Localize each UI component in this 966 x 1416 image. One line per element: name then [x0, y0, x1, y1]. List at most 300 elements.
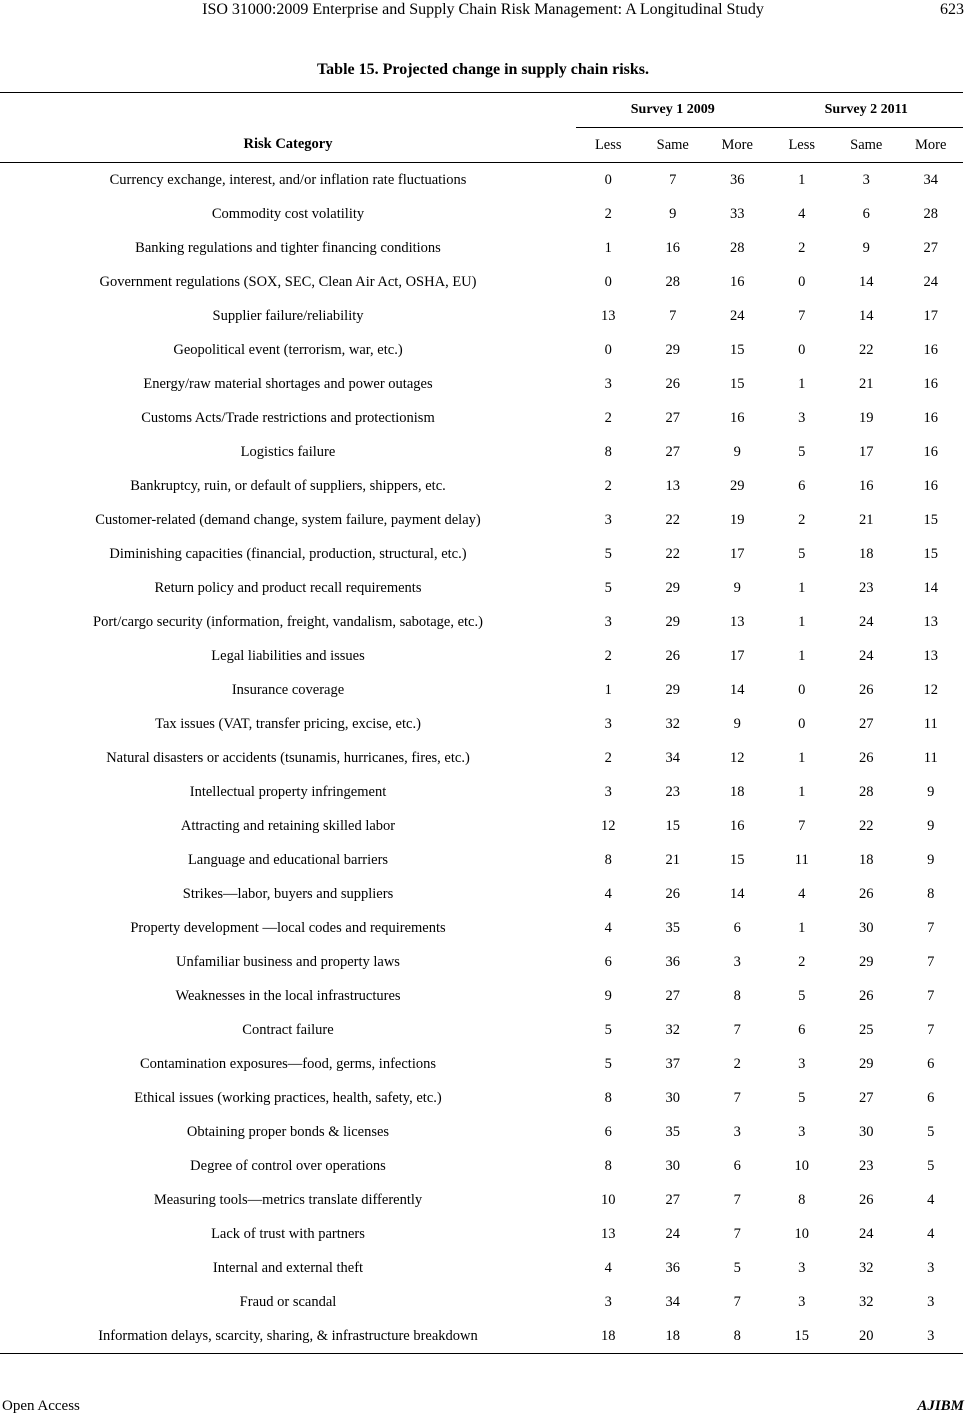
survey1-same-cell: 27 [665, 1191, 680, 1208]
survey1-less-cell: 2 [604, 477, 612, 494]
risk-category-cell: Obtaining proper bonds & licenses [186, 1123, 390, 1140]
survey1-same-cell: 18 [641, 1319, 706, 1354]
risk-category-cell: Government regulations (SOX, SEC, Clean Air Act, OSHA, EU) [99, 273, 477, 290]
survey2-more-cell: 27 [923, 239, 938, 256]
survey2-less-cell: 7 [798, 817, 806, 834]
survey2-more-cell: 16 [923, 341, 938, 358]
survey1-less-cell: 4 [604, 885, 612, 902]
risk-category-cell: Legal liabilities and issues [211, 647, 365, 664]
table-row [0, 1149, 963, 1183]
survey1-less-cell: 0 [604, 273, 612, 290]
survey2-same-cell: 29 [859, 953, 874, 970]
survey1-same-cell: 23 [665, 783, 680, 800]
survey1-more-cell: 8 [705, 1319, 770, 1354]
survey1-same-header: Same [641, 128, 706, 163]
survey2-more-cell: 9 [927, 817, 935, 834]
survey1-less-cell: 18 [576, 1319, 641, 1354]
survey1-more-cell: 7 [733, 1225, 741, 1242]
survey1-same-cell: 37 [665, 1055, 680, 1072]
survey2-more-cell: 16 [923, 409, 938, 426]
survey2-less-cell: 4 [798, 885, 806, 902]
survey1-same-cell: 7 [669, 171, 677, 188]
survey2-less-cell: 1 [798, 171, 806, 188]
table-row [0, 775, 963, 809]
survey2-more-cell: 7 [927, 953, 935, 970]
survey1-less-cell: 12 [601, 817, 616, 834]
risk-category-cell: Contract failure [242, 1021, 334, 1038]
risk-category-cell: Customer-related (demand change, system failure, payment delay) [95, 511, 481, 528]
survey1-more-cell: 16 [730, 817, 745, 834]
risk-category-cell: Degree of control over operations [190, 1157, 386, 1174]
survey2-same-cell: 26 [859, 1191, 874, 1208]
survey1-more-cell: 9 [733, 443, 741, 460]
survey1-less-cell: 5 [604, 1021, 612, 1038]
survey2-same-cell: 21 [859, 375, 874, 392]
survey2-same-cell: 21 [859, 511, 874, 528]
survey2-more-cell: 16 [923, 477, 938, 494]
survey1-same-cell: 27 [665, 443, 680, 460]
page-number: 623 [940, 1, 964, 18]
table-row [0, 299, 963, 333]
open-access-label: Open Access [2, 1398, 80, 1414]
survey1-same-cell: 24 [665, 1225, 680, 1242]
survey1-same-cell: 9 [669, 205, 677, 222]
risk-category-cell: Property development —local codes and requirements [130, 919, 446, 936]
survey1-more-cell: 7 [733, 1191, 741, 1208]
survey2-more-cell: 8 [927, 885, 935, 902]
survey2-more-cell: 6 [927, 1055, 935, 1072]
risk-category-cell: Currency exchange, interest, and/or inflation rate fluctuations [109, 171, 467, 188]
risk-category-cell: Return policy and product recall requirements [154, 579, 422, 596]
survey2-less-cell: 1 [798, 919, 806, 936]
survey1-less-cell: 8 [604, 1089, 612, 1106]
table-row [0, 945, 963, 979]
table-row [0, 843, 963, 877]
survey2-less-cell: 2 [798, 511, 806, 528]
survey2-less-cell: 10 [794, 1225, 809, 1242]
survey2-same-cell: 18 [859, 545, 874, 562]
survey2-more-cell: 7 [927, 1021, 935, 1038]
survey2-more-cell: 9 [927, 851, 935, 868]
survey1-less-cell: 8 [604, 851, 612, 868]
survey2-same-cell: 9 [862, 239, 870, 256]
survey2-less-cell: 0 [798, 681, 806, 698]
risk-category-cell: Information delays, scarcity, sharing, & infrastructure breakdown [0, 1319, 576, 1354]
survey2-more-cell: 5 [927, 1123, 935, 1140]
survey2-less-cell: 6 [798, 1021, 806, 1038]
survey1-more-cell: 7 [733, 1293, 741, 1310]
survey2-more-cell: 17 [923, 307, 938, 324]
survey2-more-cell: 11 [923, 715, 938, 732]
survey1-same-cell: 22 [665, 545, 680, 562]
risk-category-cell: Measuring tools—metrics translate differently [153, 1191, 423, 1208]
survey1-same-cell: 13 [665, 477, 680, 494]
survey2-less-cell: 5 [798, 1089, 806, 1106]
table-row [0, 1081, 963, 1115]
survey1-more-cell: 14 [730, 681, 745, 698]
survey1-less-cell: 6 [604, 953, 612, 970]
risk-category-cell: Bankruptcy, ruin, or default of suppliers, shippers, etc. [130, 477, 446, 494]
blank-header-cell [0, 93, 576, 128]
risk-category-cell: Energy/raw material shortages and power outages [143, 375, 433, 392]
survey2-more-cell: 12 [923, 681, 938, 698]
survey1-more-cell: 8 [733, 987, 741, 1004]
survey2-less-cell: 10 [794, 1157, 809, 1174]
survey1-more-cell: 17 [730, 545, 745, 562]
survey2-same-cell: 14 [859, 273, 874, 290]
survey2-more-cell: 7 [927, 987, 935, 1004]
survey2-more-cell: 28 [923, 205, 938, 222]
survey2-same-cell: 26 [859, 885, 874, 902]
survey2-less-cell: 3 [798, 409, 806, 426]
survey2-more-cell: 7 [927, 919, 935, 936]
running-header [0, 0, 966, 22]
table-row [0, 1013, 963, 1047]
table-row [0, 163, 963, 198]
survey1-same-cell: 16 [665, 239, 680, 256]
survey2-header: Survey 2 2011 [770, 93, 964, 128]
survey1-more-cell: 6 [733, 919, 741, 936]
survey2-same-header: Same [834, 128, 899, 163]
survey2-more-cell: 15 [923, 545, 938, 562]
table-row [0, 197, 963, 231]
table-row [0, 605, 963, 639]
survey2-same-cell: 24 [859, 647, 874, 664]
survey2-more-cell: 34 [923, 171, 938, 188]
survey2-same-cell: 28 [859, 783, 874, 800]
survey1-same-cell: 21 [665, 851, 680, 868]
survey2-more-cell: 3 [927, 1293, 935, 1310]
survey1-more-cell: 5 [733, 1259, 741, 1276]
survey2-less-cell: 7 [798, 307, 806, 324]
table-row [0, 673, 963, 707]
survey2-more-cell: 9 [927, 783, 935, 800]
survey1-less-cell: 6 [604, 1123, 612, 1140]
survey1-same-cell: 32 [665, 715, 680, 732]
survey1-more-cell: 7 [733, 1021, 741, 1038]
survey1-less-cell: 8 [604, 1157, 612, 1174]
survey1-less-cell: 2 [604, 205, 612, 222]
risk-category-cell: Attracting and retaining skilled labor [180, 817, 396, 834]
survey1-more-cell: 29 [730, 477, 745, 494]
survey1-more-cell: 36 [730, 171, 745, 188]
survey1-less-cell: 13 [601, 307, 616, 324]
survey1-same-cell: 30 [665, 1157, 680, 1174]
survey2-more-header: More [899, 128, 964, 163]
risk-category-cell: Port/cargo security (information, freight, vandalism, sabotage, etc.) [93, 613, 483, 630]
survey2-more-cell: 11 [923, 749, 938, 766]
survey2-more-cell: 14 [923, 579, 938, 596]
survey2-less-cell: 5 [798, 443, 806, 460]
survey1-header: Survey 1 2009 [576, 93, 770, 128]
survey2-same-cell: 24 [859, 613, 874, 630]
table-row [0, 571, 963, 605]
survey2-more-cell: 6 [927, 1089, 935, 1106]
survey1-same-cell: 30 [665, 1089, 680, 1106]
survey2-same-cell: 3 [862, 171, 870, 188]
survey1-more-cell: 3 [733, 953, 741, 970]
survey1-same-cell: 26 [665, 885, 680, 902]
survey2-same-cell: 6 [862, 205, 870, 222]
survey2-less-cell: 0 [798, 715, 806, 732]
survey2-less-cell: 5 [798, 987, 806, 1004]
survey1-same-cell: 34 [665, 749, 680, 766]
survey2-same-cell: 24 [859, 1225, 874, 1242]
survey2-less-cell: 1 [798, 579, 806, 596]
survey1-less-cell: 8 [604, 443, 612, 460]
survey2-less-cell: 5 [798, 545, 806, 562]
survey2-more-cell: 16 [923, 375, 938, 392]
risk-category-cell: Fraud or scandal [239, 1293, 337, 1310]
survey1-same-cell: 26 [665, 375, 680, 392]
risk-category-cell: Geopolitical event (terrorism, war, etc.) [173, 341, 403, 358]
survey2-same-cell: 25 [859, 1021, 874, 1038]
survey1-more-cell: 18 [730, 783, 745, 800]
survey2-same-cell: 30 [859, 1123, 874, 1140]
risk-category-cell: Lack of trust with partners [211, 1225, 365, 1242]
survey1-less-cell: 2 [604, 749, 612, 766]
survey1-more-cell: 28 [730, 239, 745, 256]
column-header-row [0, 128, 963, 163]
survey1-same-cell: 36 [665, 1259, 680, 1276]
survey1-less-cell: 4 [604, 1259, 612, 1276]
survey1-less-cell: 5 [604, 579, 612, 596]
table-row [0, 265, 963, 299]
survey2-less-cell: 4 [798, 205, 806, 222]
table-row [0, 1251, 963, 1285]
survey2-more-cell: 15 [923, 511, 938, 528]
survey1-more-cell: 3 [733, 1123, 741, 1140]
survey1-less-cell: 5 [604, 1055, 612, 1072]
survey2-more-cell: 13 [923, 613, 938, 630]
risk-category-cell: Commodity cost volatility [211, 205, 365, 222]
survey2-less-cell: 2 [798, 953, 806, 970]
survey1-less-cell: 3 [604, 613, 612, 630]
survey1-more-cell: 16 [730, 273, 745, 290]
survey2-same-cell: 17 [859, 443, 874, 460]
survey2-same-cell: 29 [859, 1055, 874, 1072]
survey2-more-cell: 3 [927, 1259, 935, 1276]
survey1-same-cell: 36 [665, 953, 680, 970]
survey1-more-cell: 16 [730, 409, 745, 426]
survey2-same-cell: 19 [859, 409, 874, 426]
survey2-less-cell: 3 [798, 1259, 806, 1276]
survey-header-row [0, 93, 963, 128]
survey2-less-cell: 1 [798, 749, 806, 766]
survey2-same-cell: 23 [859, 1157, 874, 1174]
risk-category-cell: Logistics failure [240, 443, 336, 460]
risk-category-cell: Diminishing capacities (financial, production, structural, etc.) [109, 545, 467, 562]
survey2-same-cell: 26 [859, 987, 874, 1004]
survey1-same-cell: 26 [665, 647, 680, 664]
survey2-less-cell: 1 [798, 613, 806, 630]
survey1-less-cell: 1 [604, 681, 612, 698]
survey1-same-cell: 28 [665, 273, 680, 290]
survey1-more-cell: 13 [730, 613, 745, 630]
survey2-more-cell: 3 [899, 1319, 964, 1354]
survey1-same-cell: 29 [665, 579, 680, 596]
risk-category-cell: Intellectual property infringement [189, 783, 387, 800]
survey1-more-cell: 15 [730, 341, 745, 358]
survey2-less-cell: 1 [798, 783, 806, 800]
survey1-same-cell: 29 [665, 613, 680, 630]
survey1-more-cell: 17 [730, 647, 745, 664]
table-row [0, 911, 963, 945]
survey1-less-cell: 0 [604, 171, 612, 188]
survey2-more-cell: 24 [923, 273, 938, 290]
survey2-same-cell: 32 [859, 1293, 874, 1310]
table-row [0, 809, 963, 843]
survey2-same-cell: 23 [859, 579, 874, 596]
risk-category-cell: Language and educational barriers [187, 851, 389, 868]
risk-category-cell: Banking regulations and tighter financing conditions [135, 239, 441, 256]
risk-category-cell: Supplier failure/reliability [212, 307, 364, 324]
survey1-less-header: Less [576, 128, 641, 163]
table-row [0, 333, 963, 367]
survey2-less-cell: 11 [794, 851, 809, 868]
survey2-same-cell: 18 [859, 851, 874, 868]
survey2-same-cell: 14 [859, 307, 874, 324]
survey1-more-cell: 15 [730, 851, 745, 868]
risk-category-cell: Natural disasters or accidents (tsunamis, hurricanes, fires, etc.) [106, 749, 470, 766]
survey1-more-cell: 15 [730, 375, 745, 392]
survey2-less-cell: 3 [798, 1293, 806, 1310]
survey1-more-cell: 14 [730, 885, 745, 902]
table-row [0, 979, 963, 1013]
survey1-less-cell: 4 [604, 919, 612, 936]
running-title: ISO 31000:2009 Enterprise and Supply Chain Risk Management: A Longitudinal Study [202, 1, 764, 18]
risk-category-cell: Tax issues (VAT, transfer pricing, excise, etc.) [155, 715, 421, 732]
survey2-less-header: Less [770, 128, 835, 163]
risk-category-cell: Contamination exposures—food, germs, infections [140, 1055, 436, 1072]
survey1-same-cell: 22 [665, 511, 680, 528]
survey1-more-cell: 12 [730, 749, 745, 766]
survey2-less-cell: 3 [798, 1123, 806, 1140]
survey1-more-cell: 7 [733, 1089, 741, 1106]
survey1-same-cell: 27 [665, 987, 680, 1004]
table-row [0, 503, 963, 537]
journal-abbreviation: AJIBM [917, 1398, 964, 1414]
risk-category-cell: Ethical issues (working practices, health, safety, etc.) [134, 1089, 442, 1106]
table-body [0, 163, 963, 1354]
survey2-more-cell: 4 [927, 1191, 935, 1208]
table-row [0, 1047, 963, 1081]
survey2-more-cell: 4 [927, 1225, 935, 1242]
survey1-less-cell: 3 [604, 783, 612, 800]
survey1-same-cell: 29 [665, 341, 680, 358]
risk-category-cell: Strikes—labor, buyers and suppliers [182, 885, 394, 902]
survey1-less-cell: 2 [604, 647, 612, 664]
page-footer [0, 1396, 966, 1416]
survey2-same-cell: 26 [859, 749, 874, 766]
table-row [0, 1319, 963, 1354]
survey2-same-cell: 27 [859, 1089, 874, 1106]
risk-category-cell: Insurance coverage [231, 681, 345, 698]
survey2-less-cell: 3 [798, 1055, 806, 1072]
survey1-more-header: More [705, 128, 770, 163]
table-row [0, 401, 963, 435]
table-row [0, 1217, 963, 1251]
survey2-same-cell: 26 [859, 681, 874, 698]
survey2-same-cell: 16 [859, 477, 874, 494]
survey1-less-cell: 3 [604, 511, 612, 528]
table-row [0, 469, 963, 503]
survey1-same-cell: 27 [665, 409, 680, 426]
survey1-same-cell: 35 [665, 1123, 680, 1140]
table-caption: Table 15. Projected change in supply chain risks. [316, 61, 650, 78]
survey1-more-cell: 19 [730, 511, 745, 528]
survey1-more-cell: 6 [733, 1157, 741, 1174]
survey2-same-cell: 32 [859, 1259, 874, 1276]
survey1-less-cell: 10 [601, 1191, 616, 1208]
survey2-same-cell: 30 [859, 919, 874, 936]
survey1-same-cell: 7 [669, 307, 677, 324]
survey1-less-cell: 3 [604, 375, 612, 392]
survey1-same-cell: 29 [665, 681, 680, 698]
survey2-less-cell: 6 [798, 477, 806, 494]
survey1-less-cell: 2 [604, 409, 612, 426]
table-row [0, 707, 963, 741]
survey1-less-cell: 3 [604, 715, 612, 732]
table-row [0, 1285, 963, 1319]
survey2-same-cell: 22 [859, 341, 874, 358]
table-row [0, 1115, 963, 1149]
table-header [0, 93, 963, 163]
survey1-more-cell: 2 [733, 1055, 741, 1072]
survey1-more-cell: 33 [730, 205, 745, 222]
survey2-same-cell: 22 [859, 817, 874, 834]
table-row [0, 639, 963, 673]
survey2-less-cell: 1 [798, 647, 806, 664]
survey2-less-cell: 1 [798, 375, 806, 392]
survey2-less-cell: 0 [798, 273, 806, 290]
survey1-less-cell: 3 [604, 1293, 612, 1310]
table-row [0, 1183, 963, 1217]
survey2-same-cell: 20 [834, 1319, 899, 1354]
risk-category-cell: Weaknesses in the local infrastructures [175, 987, 401, 1004]
survey2-less-cell: 0 [798, 341, 806, 358]
survey2-more-cell: 13 [923, 647, 938, 664]
survey2-more-cell: 5 [927, 1157, 935, 1174]
table-row [0, 741, 963, 775]
survey1-same-cell: 15 [665, 817, 680, 834]
table-row [0, 877, 963, 911]
risk-category-header: Risk Category [0, 128, 576, 163]
survey1-same-cell: 34 [665, 1293, 680, 1310]
risk-table [0, 92, 963, 1354]
survey2-less-cell: 15 [770, 1319, 835, 1354]
survey1-less-cell: 9 [604, 987, 612, 1004]
survey1-less-cell: 0 [604, 341, 612, 358]
risk-category-cell: Customs Acts/Trade restrictions and protectionism [141, 409, 435, 426]
table-row [0, 537, 963, 571]
survey1-same-cell: 32 [665, 1021, 680, 1038]
survey1-less-cell: 1 [604, 239, 612, 256]
table-row [0, 367, 963, 401]
survey1-less-cell: 13 [601, 1225, 616, 1242]
survey1-more-cell: 9 [733, 715, 741, 732]
survey1-less-cell: 5 [604, 545, 612, 562]
table-row [0, 435, 963, 469]
survey1-same-cell: 35 [665, 919, 680, 936]
survey2-less-cell: 8 [798, 1191, 806, 1208]
survey1-more-cell: 24 [730, 307, 745, 324]
survey1-more-cell: 9 [733, 579, 741, 596]
risk-category-cell: Internal and external theft [212, 1259, 364, 1276]
survey2-same-cell: 27 [859, 715, 874, 732]
table-row [0, 231, 963, 265]
risk-category-cell: Unfamiliar business and property laws [176, 953, 400, 970]
